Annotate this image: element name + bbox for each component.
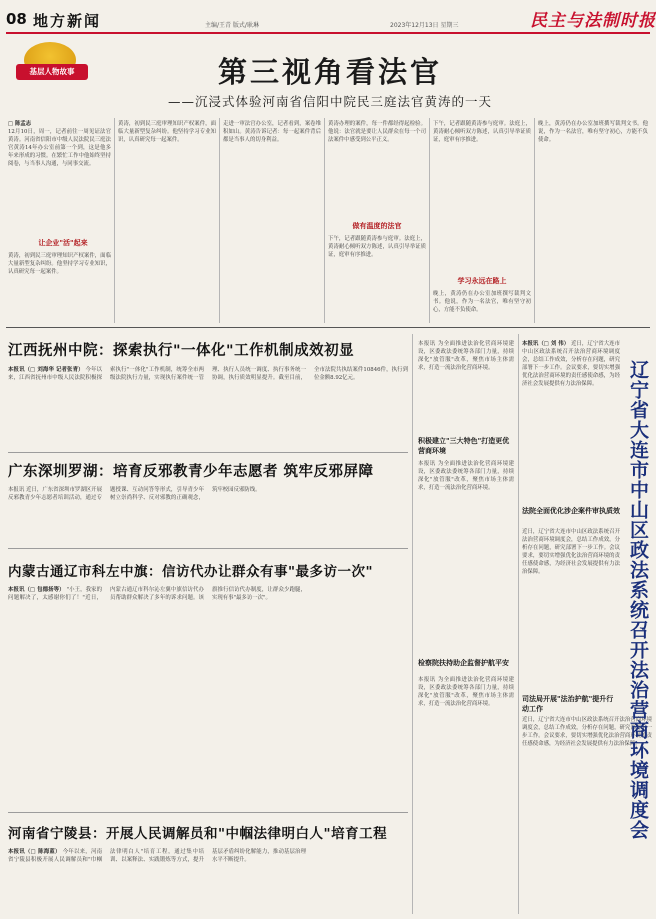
section-rule: [6, 327, 650, 328]
right-col-subhead-2: 检察院扶持助企监督护航平安: [418, 659, 509, 667]
henan-body: [8, 848, 408, 914]
right-col-subhead-1: 积极建立"三大特色"打造更优营商环境: [418, 437, 510, 455]
lead-column-5: 下午，记者跟随黄涛参与庭审。法庭上，黄涛耐心倾听双方陈述，认真引导举证质证，庭审有序推进。: [433, 121, 531, 144]
jiangxi-body-text: 今年以来，江西省抚州市中级人民法院积极探索执行"一体化"工作机制，统筹全市两级法院执行力量，实现执行案件统一管理、执行人员统一调度、执行事务统一协调，执行质效明显提升。截至目前，全市法院共执结案件10846件，执行到位金额8.92亿元。: [8, 367, 408, 382]
right-col-body-3: 本报讯 为全面推进法治化营商环境建设，区委政法委统筹各部门力量，持续深化"放管服"改革，聚焦市场主体需求，打造一流法治化营商环境。: [418, 677, 514, 708]
editor-credits: 主编/王青 版式/耿琳: [205, 22, 259, 29]
story-rule: [8, 548, 408, 549]
story-rule: [8, 812, 408, 813]
column-divider: [324, 118, 325, 323]
liaoning-headline: 辽宁省大连市中山区政法系统召开法治营商环境调度会: [627, 360, 649, 840]
neimenggu-body: [8, 586, 408, 806]
liaoning-subhead-2: 司法局开展"法治护航"提升行动工作: [522, 695, 614, 713]
story-rule: [8, 452, 408, 453]
jiangxi-headline: 江西抚州中院：探索执行"一体化"工作机制成效初显: [8, 343, 355, 359]
column-divider: [114, 118, 115, 323]
newspaper-logo: 民主与法制时报: [530, 11, 656, 31]
lead-byline: □ 陈孟志: [8, 121, 32, 127]
neimenggu-headline: 内蒙古通辽市科左中旗：信访代办让群众有事"最多访一次": [8, 564, 374, 580]
section-title: 地方新闻: [33, 12, 102, 30]
lead-column-2: 黄涛，初到民三庭审理知识产权案件，面临大量新型复杂纠纷。他坚持学习专业知识，认真研究每一起案件。: [118, 121, 216, 144]
right-col-body-1: 本报讯 为全面推进法治化营商环境建设，区委政法委统筹各部门力量，持续深化"放管服"改革，聚焦市场主体需求，打造一流法治化营商环境。: [418, 341, 514, 372]
jiangxi-body: [8, 366, 408, 446]
lead-column-4: 黄涛办理的案件，每一件都经得起检验。他说：法官就是要让人民群众在每一个司法案件中感受到公平正义。: [328, 121, 426, 144]
right-col-body-2: 本报讯 为全面推进法治化营商环境建设，区委政法委统筹各部门力量，持续深化"放管服"改革，聚焦市场主体需求，打造一流法治化营商环境。: [418, 461, 514, 492]
lead-column-4b: 下午，记者跟随黄涛参与庭审。法庭上，黄涛耐心倾听双方陈述，认真引导举证质证，庭审有序推进。: [328, 236, 426, 259]
neimenggu-body-text: "小王，我家的问题解决了，太感谢你们了！"近日，内蒙古通辽市科尔沁左翼中旗信访代办员帮助群众解决了多年的诉求问题。该旗推行信访代办制度，让群众少跑腿，实现有事"最多访一次"。: [8, 587, 306, 602]
liaoning-body-1: [522, 340, 620, 500]
henan-headline: 河南省宁陵县：开展人民调解员和"中帼法律明白人"培育工程: [8, 826, 388, 842]
liaoning-body-text: 近日，辽宁省大连市中山区政法系统召开法治营商环境调度会，总结工作成效，分析存在问题，研究部署下一步工作。会议要求，要切实增强优化法治营商环境的责任感使命感，为经济社会发展提供有力法治保障。: [522, 341, 620, 388]
liaoning-body-2: 近日，辽宁省大连市中山区政法系统召开法治营商环境调度会，总结工作成效，分析存在问题，研究部署下一步工作。会议要求，要切实增强优化法治营商环境的责任感使命感，为经济社会发展提供有力法治保障。: [522, 529, 620, 576]
lead-subhead-2: 做有温度的法官: [352, 222, 402, 230]
column-divider: [219, 118, 220, 323]
publication-date: 2023年12月13日 星期三: [390, 22, 459, 29]
liaoning-subhead-1: 法院全面优化涉企案件审执质效: [522, 507, 620, 515]
guangdong-body: 本报讯 近日，广东省深圳市罗湖区开展反邪教青少年志愿者培训活动，通过专题授课、互动问答等形式，引导青少年树立崇尚科学、反对邪教的正确观念，筑牢校园反邪防线。: [8, 487, 261, 502]
guangdong-headline: 广东深圳罗湖：培育反邪教青少年志愿者 筑牢反邪屏障: [8, 464, 374, 480]
column-divider: [412, 334, 413, 914]
badge-label: 基层人物故事: [16, 64, 88, 80]
lead-column-6: 晚上，黄涛仍在办公室加班撰写裁判文书。他说，作为一名法官，唯有坚守初心，方能不负使命。: [538, 121, 648, 144]
lead-subtitle: ——沉浸式体验河南省信阳中院民三庭法官黄涛的一天: [167, 94, 492, 109]
liaoning-byline: 本报讯（□ 刘 伟）: [522, 341, 570, 347]
column-divider: [534, 118, 535, 323]
lead-column-5b: 晚上，黄涛仍在办公室加班撰写裁判文书。他说，作为一名法官，唯有坚守初心，方能不负使命。: [433, 291, 531, 314]
column-divider: [429, 118, 430, 323]
lead-column-1b: 黄涛，初到民三庭审理知识产权案件，面临大量新型复杂纠纷。他坚持学习专业知识，认真研究每一起案件。: [8, 253, 111, 276]
lead-headline: 第三视角看法官: [217, 55, 442, 89]
page-number: 08: [6, 10, 27, 28]
masthead: [0, 0, 656, 34]
lead-subhead-3: 学习永远在路上: [457, 277, 507, 285]
henan-byline: 本报讯（□ 陈海蓝）: [8, 849, 61, 855]
neimenggu-byline: 本报讯（□ 包德扬等）: [8, 587, 65, 593]
header-rule: [6, 32, 650, 34]
jiangxi-byline: 本报讯（□ 刘海华 记者张青）: [8, 367, 84, 373]
lead-col1-text: 12月10日，周一，记者前往一周见证法官黄涛。河南省信阳市中级人民法院民三庭法官黄涛14年办公室前第一个到，这是他多年来形成的习惯。在繁忙工作中他始终坚持阅卷，与当事人沟通，与同事交流。: [8, 129, 111, 168]
column-divider: [518, 334, 519, 914]
liaoning-body-3: 近日，辽宁省大连市中山区政法系统召开法治营商环境调度会，总结工作成效，分析存在问题，研究部署下一步工作。会议要求，要切实增强优化法治营商环境的责任感使命感，为经济社会发展提供有力法治保障。: [522, 717, 652, 748]
lead-column-3: 走进一审法官办公室，记者看到，案卷堆积如山。黄涛告诉记者：每一起案件背后都是当事人的切身利益。: [223, 121, 321, 144]
lead-subhead-1: 让企业"活"起来: [38, 239, 88, 247]
henan-body-text: 今年以来，河南省宁陵县积极开展人民调解员和"巾帼法律明白人"培育工程，通过集中培训、以案释法、实践锻炼等方式，提升基层矛盾纠纷化解能力，推动基层治理水平不断提升。: [8, 849, 306, 864]
